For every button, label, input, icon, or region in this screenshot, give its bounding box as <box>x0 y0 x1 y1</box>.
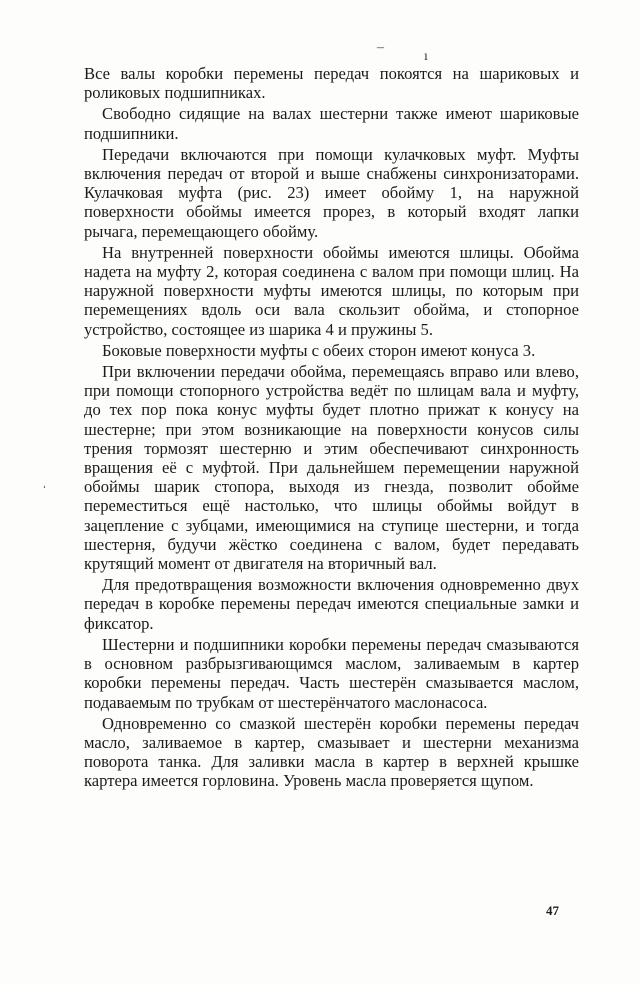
paragraph-9: Одновременно со смазкой шестерён коробки перемены передач масло, заливаемое в картер, смазывает и шестерни механизма поворота танка. Для заливки масла в картер в верхней крышке картера имеется горловина. Уровень масла проверяется щупом. <box>84 713 579 791</box>
paragraph-3: Передачи включаются при помощи кулачковых муфт. Муфты включения передач от второй и выше снабжены синхронизаторами. Кулачковая муфта (рис. 23) имеет обойму 1, на наружной поверхности обоймы имеется прорез, в который входят лапки рычага, перемещающего обойму. <box>84 144 579 241</box>
scan-speck: ˌ <box>42 474 47 489</box>
paragraph-2: Свободно сидящие на валах шестерни также имеют шариковые подшипники. <box>84 104 579 143</box>
page-number: 47 <box>546 903 559 918</box>
paragraph-7: Для предотвращения возможности включения одновременно двух передач в коробке перемены передач имеются специальные замки и фиксатор. <box>84 575 579 633</box>
scan-speck: ı <box>424 49 428 64</box>
paragraph-1: Все валы коробки перемены передач покоятся на шариковых и роликовых подшипниках. <box>84 64 579 103</box>
paragraph-5: Боковые поверхности муфты с обеих сторон имеют конуса 3. <box>102 340 536 360</box>
body-text <box>84 64 579 793</box>
scan-speck: ¯ <box>377 47 384 62</box>
paragraph-8: Шестерни и подшипники коробки перемены передач смазываются в основном разбрызгивающимся маслом, заливаемым в картер коробки перемены передач. Часть шестерён смазывается маслом, подаваемым по трубкам от шестерёнчатого маслонасоса. <box>84 634 579 712</box>
paragraph-4: На внутренней поверхности обоймы имеются шлицы. Обойма надета на муфту 2, которая соединена с валом при помощи шлиц. На наружной поверхности муфты имеются шлицы, по которым при перемещениях вдоль оси вала скользит обойма, и стопорное устройство, состоящее из шарика 4 и пружины 5. <box>84 242 579 339</box>
paragraph-6: При включении передачи обойма, перемещаясь вправо или влево, при помощи стопорного устройства ведёт по шлицам вала и муфту, до тех пор пока конус муфты будет плотно прижат к конусу на шестерне; при этом возникающие на поверхности конусов силы трения тормозят шестерню и этим обеспечивают синхронность вращения её с муфтой. При дальнейшем перемещении наружной обоймы шарик стопора, выходя из гнезда, позволит обойме переместиться ещё настолько, что шлицы обоймы войдут в зацепление с зубцами, имеющимися на ступице шестерни, и тогда шестерня, будучи жёстко соединена с валом, будет передавать крутящий момент от двигателя на вторичный вал. <box>84 362 579 574</box>
